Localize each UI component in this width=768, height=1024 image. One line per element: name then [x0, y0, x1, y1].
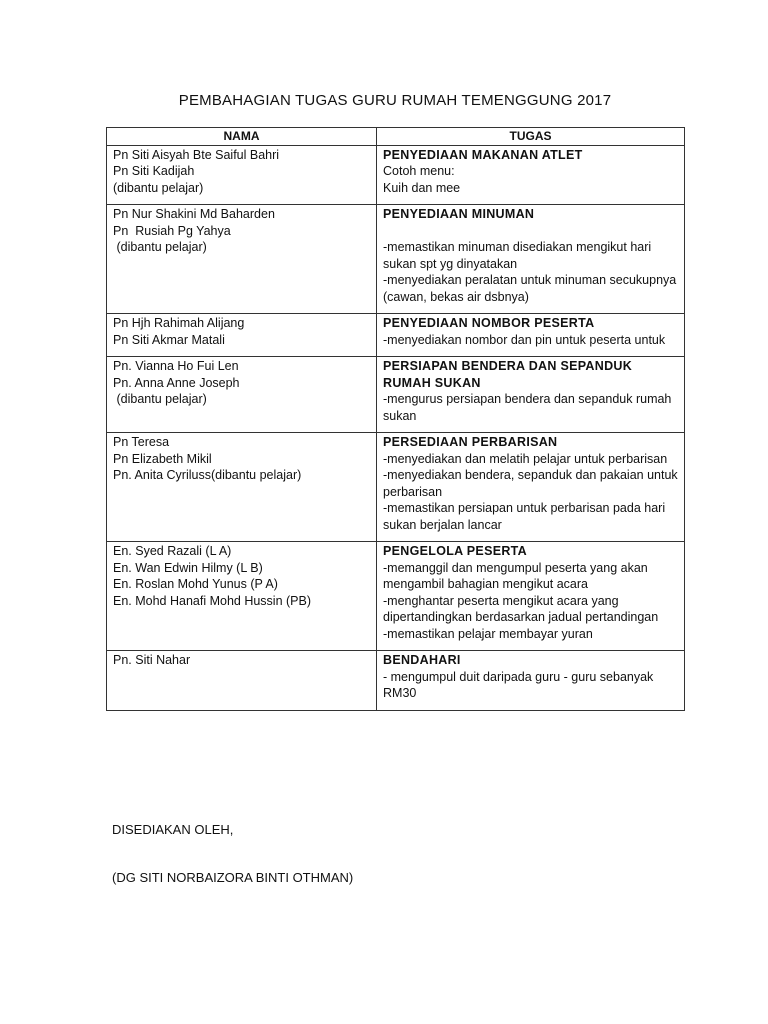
teacher-name: Pn Nur Shakini Md Baharden — [113, 207, 275, 221]
cell-names — [107, 651, 377, 711]
table-row — [107, 145, 685, 205]
teacher-name: Pn. Anna Anne Joseph — [113, 375, 240, 390]
cell-task — [377, 542, 685, 651]
document-title: PEMBAHAGIAN TUGAS GURU RUMAH TEMENGGUNG 2017 — [178, 92, 612, 109]
cell-task — [377, 314, 685, 357]
cell-names — [107, 542, 377, 651]
cell-names — [107, 205, 377, 314]
task-title: PENGELOLA PESERTA — [383, 544, 528, 558]
teacher-name: En. Roslan Mohd Yunus (P A) — [113, 577, 278, 591]
teacher-name: Pn. Anita Cyriluss(dibantu pelajar) — [113, 468, 302, 482]
task-description — [383, 223, 678, 240]
prepared-by-name: (DG SITI NORBAIZORA BINTI OTHMAN) — [112, 870, 354, 885]
prepared-by-label: DISEDIAKAN OLEH, — [112, 822, 234, 837]
cell-names — [107, 433, 377, 542]
teacher-name: (dibantu pelajar) — [113, 392, 207, 406]
task-description: -memastikan pelajar membayar yuran — [383, 626, 593, 641]
task-description: -mengurus persiapan bendera dan sepanduk rumah sukan — [383, 392, 672, 423]
teacher-name: Pn Siti Akmar Matali — [113, 332, 225, 347]
table-body — [107, 145, 685, 710]
task-description: -menyediakan peralatan untuk minuman secukupnya (cawan, bekas air dsbnya) — [383, 273, 677, 304]
teacher-name: Pn. Vianna Ho Fui Len — [113, 359, 239, 373]
task-title: PENYEDIAAN MINUMAN — [383, 207, 535, 221]
task-description: Cotoh menu: — [383, 164, 455, 178]
task-title: PERSEDIAAN PERBARISAN — [383, 435, 558, 449]
table-row — [107, 651, 685, 711]
task-description: -menyediakan dan melatih pelajar untuk perbarisan — [383, 451, 668, 466]
cell-names — [107, 145, 377, 205]
cell-task — [377, 651, 685, 711]
teacher-name: En. Wan Edwin Hilmy (L B) — [113, 560, 263, 575]
teacher-name: Pn Hjh Rahimah Alijang — [113, 316, 245, 330]
table-row — [107, 433, 685, 542]
task-description: -memastikan persiapan untuk perbarisan pada hari sukan berjalan lancar — [383, 501, 666, 532]
teacher-name: En. Syed Razali (L A) — [113, 544, 232, 558]
cell-names — [107, 314, 377, 357]
header-nama: NAMA — [107, 128, 377, 146]
table-row — [107, 205, 685, 314]
teacher-name: Pn Siti Kadijah — [113, 164, 195, 178]
cell-task — [377, 357, 685, 433]
table-row — [107, 314, 685, 357]
task-title: PERSIAPAN BENDERA DAN SEPANDUK RUMAH SUKAN — [383, 359, 633, 390]
duty-table — [106, 127, 685, 711]
task-description: -menyediakan nombor dan pin untuk peserta untuk — [383, 332, 666, 347]
cell-names — [107, 357, 377, 433]
teacher-name: (dibantu pelajar) — [113, 240, 207, 254]
teacher-name: Pn. Siti Nahar — [113, 653, 191, 667]
header-tugas: TUGAS — [377, 128, 685, 146]
task-description: -memanggil dan mengumpul peserta yang akan mengambil bahagian mengikut acara — [383, 560, 648, 591]
task-title: BENDAHARI — [383, 653, 461, 667]
teacher-name: Pn Rusiah Pg Yahya — [113, 223, 231, 238]
task-title: PENYEDIAAN NOMBOR PESERTA — [383, 316, 595, 330]
task-description: -memastikan minuman disediakan mengikut hari sukan spt yg dinyatakan — [383, 240, 652, 271]
cell-task — [377, 433, 685, 542]
cell-task — [377, 205, 685, 314]
task-description: Kuih dan mee — [383, 180, 461, 195]
task-description: - mengumpul duit daripada guru - guru sebanyak RM30 — [383, 669, 654, 700]
task-description: -menyediakan bendera, sepanduk dan pakaian untuk perbarisan — [383, 468, 678, 499]
table-row — [107, 357, 685, 433]
teacher-name: En. Mohd Hanafi Mohd Hussin (PB) — [113, 593, 312, 608]
teacher-name: Pn Siti Aisyah Bte Saiful Bahri — [113, 147, 280, 162]
task-title: PENYEDIAAN MAKANAN ATLET — [383, 147, 583, 162]
teacher-name: (dibantu pelajar) — [113, 180, 204, 195]
teacher-name: Pn Elizabeth Mikil — [113, 451, 212, 466]
table-row — [107, 542, 685, 651]
cell-task — [377, 145, 685, 205]
teacher-name: Pn Teresa — [113, 435, 170, 449]
table-header-row — [107, 128, 685, 146]
task-description: -menghantar peserta mengikut acara yang dipertandingkan berdasarkan jadual pertandingan — [383, 593, 659, 624]
